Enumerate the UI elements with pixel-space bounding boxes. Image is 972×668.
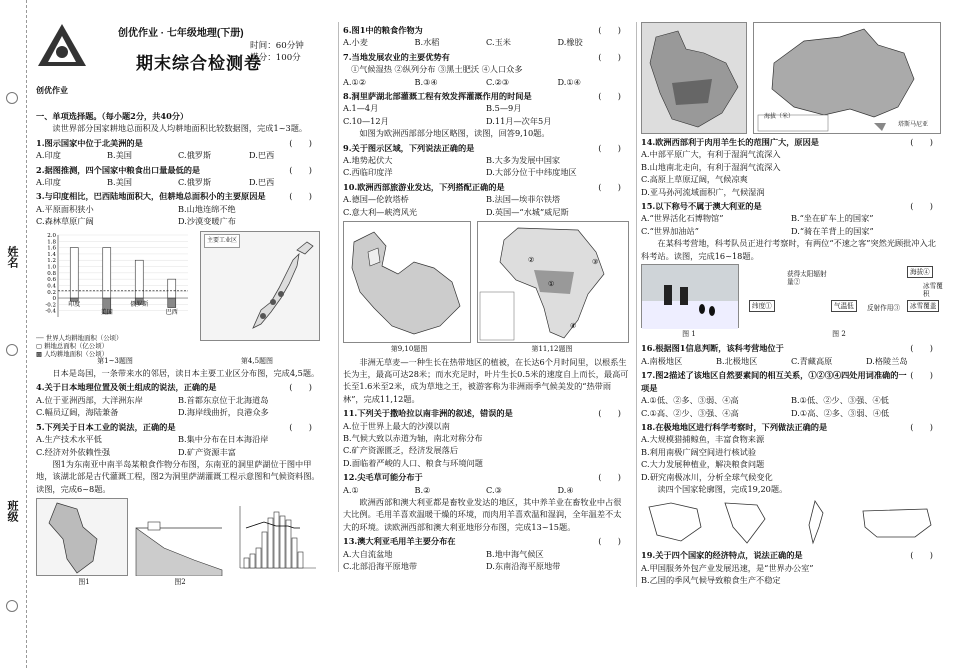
option[interactable]: C.大力发展种植业，解决粮食问题: [641, 459, 765, 470]
option[interactable]: D.④: [557, 484, 574, 495]
bar-chart: [36, 231, 194, 331]
option[interactable]: D.东南沿海平原地带: [486, 561, 561, 571]
country-outline-yi: [713, 497, 779, 547]
option[interactable]: B.①低、②少、③强、④低: [791, 395, 889, 406]
option[interactable]: C.矿产资源匮乏，经济发展落后: [343, 445, 459, 456]
caption: 图2: [174, 578, 186, 587]
option[interactable]: B.利用南极广阔空间进行核试验: [641, 446, 757, 457]
figure-row-2: [36, 498, 320, 576]
option[interactable]: B.美国: [107, 177, 132, 188]
question-7-sub: ①气候湿热 ②纵列分布 ③黑土肥沃 ④人口众多: [351, 64, 523, 75]
option[interactable]: D.11月—次年5月: [486, 115, 552, 126]
europe-map: [343, 221, 471, 343]
legend-item: ▩ 人均耕地面积（公顷）: [36, 350, 108, 359]
option[interactable]: A.大自流盆地: [343, 548, 393, 559]
option[interactable]: B.乙国的季风气候导致粮食生产不稳定: [641, 575, 781, 586]
country-outline-jia: [641, 497, 707, 547]
cycle-node: 气温低: [831, 300, 857, 312]
intro-11-12: 非洲无草麦—一种生长在热带地区的植被，在长达6个月时间里，以根系生长为主，最高可达28米；而水充足时，叶片生长0.5米的速度自上而长，最高可长至1.6米至2米，成为草地之王，被游客称为非洲雨季气候美发的“热带雨林”，完成11,12题。: [343, 356, 629, 404]
australia-map: [753, 22, 941, 134]
y-tick-label: 1.8: [47, 238, 56, 245]
option[interactable]: B.5—9月: [486, 103, 522, 114]
y-tick-label: 1.4: [47, 251, 56, 258]
x-tick-label: 印度: [68, 300, 81, 308]
option[interactable]: D.沙漠变暖广布: [178, 216, 236, 227]
question-stem: 11.下列关于撒哈拉以南非洲的叙述，错误的是: [343, 408, 513, 419]
caption: 第9,10题图: [390, 345, 428, 354]
options-14: [641, 148, 941, 198]
option[interactable]: A.生产技术水平低: [36, 434, 102, 445]
question-stem: 6.图1中的粮食作物为: [343, 25, 423, 35]
option[interactable]: A.平原面积狭小: [36, 203, 94, 214]
option[interactable]: B.地中海气候区: [486, 548, 544, 559]
option[interactable]: D.①高、②多、③弱、④低: [791, 407, 890, 418]
option[interactable]: B.②: [414, 484, 431, 495]
option[interactable]: C.②③: [486, 76, 510, 87]
option[interactable]: C.③: [486, 484, 502, 495]
class-label: 班级: [6, 500, 19, 522]
option[interactable]: A.甲国服务外包产业发展迅速，是“世界办公室”: [641, 562, 814, 573]
y-tick-label: 1.0: [47, 264, 56, 271]
option[interactable]: D.面临着严峻的人口、粮食与环境问题: [343, 457, 483, 468]
option[interactable]: A.德国—伦敦塔桥: [343, 194, 409, 205]
option[interactable]: B.山地南北走向，有利于湿润气流深入: [641, 161, 781, 172]
svg-text:③: ③: [592, 258, 599, 267]
intro-6-8: 图1为东南亚中南半岛某粮食作物分布图，东南亚的洞里萨湖位于图中甲地，该湖北部是古代灌溉工程，图2为洞里萨湖灌溉工程示意图和气候资料图。读图，完成6~8题。: [36, 458, 320, 494]
figure-row-1: [36, 231, 320, 359]
question-stem: 3.与印度相比，巴西陆地面积大，但耕地总面积小的主要原因是: [36, 191, 266, 202]
option[interactable]: B.③④: [414, 76, 438, 87]
section-heading: 一、单项选择题。（每小题2分，共40分）: [36, 111, 189, 121]
options-12: [343, 484, 629, 496]
logo-icon: [36, 22, 88, 82]
africa-map: [477, 221, 629, 343]
column-1: [36, 22, 320, 589]
option[interactable]: A.中部平原广大，有利于湿润气流深入: [641, 149, 781, 160]
intro-16-18: 在某科考营地，科考队员正进行考察时，有两位“不速之客”突然光顾批冲入北科考站。读图，完成16~18题。: [641, 238, 936, 261]
y-tick-label: 0.6: [47, 276, 56, 283]
intro-13-15: 欧洲西部和澳大利亚都是畜牧业发达的地区，其中养羊业在畜牧业中占很大比例。毛用羊喜欢温暖干燥的环境，而肉用羊喜欢温和湿润，全年温差不太大的环境。读欧洲西部和澳大利亚地形分布图，完成13~15题。: [343, 496, 622, 532]
options-3: [36, 203, 320, 228]
question-stem: 5.下列关于日本工业的说法，正确的是: [36, 421, 176, 432]
question-9: 9.关于图示区域，下列说法正确的是 ( ): [343, 142, 621, 153]
y-tick-label: 0.2: [47, 289, 56, 296]
question-stem: 17.图2描述了该地区自然要素间的相互关系，①②③④四处用词准确的一项是: [641, 370, 907, 393]
option[interactable]: A.小麦: [343, 37, 368, 48]
option[interactable]: D.研究南极冰川，分析全球气候变化: [641, 471, 773, 482]
question-1: 1.图示国家中位于北美洲的是 ( ): [36, 137, 312, 148]
option[interactable]: C.俄罗斯: [178, 150, 212, 161]
option[interactable]: D.亚马孙河流域面积广，气候湿润: [641, 186, 765, 197]
options-7: [343, 76, 629, 88]
legend-item: ┈┈ 世界人均耕地面积（公顷）: [36, 334, 123, 343]
y-tick-label: 0.8: [47, 270, 56, 277]
intro-4-5: 日本是岛国，一条带来水的邻居，读日本主要工业区分布图，完成4,5题。: [52, 368, 320, 379]
option[interactable]: B.法国—埃菲尔铁塔: [486, 194, 561, 205]
cycle-diagram: [747, 264, 941, 328]
svg-text:②: ②: [528, 256, 535, 265]
option[interactable]: D.矿产资源丰富: [178, 446, 236, 457]
figure-row-5: [641, 264, 941, 328]
indochina-map: [36, 498, 128, 576]
option[interactable]: C.经济对外依赖性强: [36, 446, 111, 457]
y-tick-label: 1.6: [47, 245, 56, 252]
option[interactable]: B.大多为发展中国家: [486, 155, 561, 166]
y-tick-label: 2.0: [47, 232, 56, 239]
y-tick-label: 0.4: [47, 283, 56, 290]
option[interactable]: C.北部沿海平原地带: [343, 561, 418, 571]
question-14: 14.欧洲西部利于肉用羊生长的范围广大，原因是 ( ): [641, 137, 933, 147]
options-18: [641, 433, 941, 483]
map-legend: 海拔（米）: [764, 112, 795, 120]
name-label: 姓名: [6, 246, 19, 268]
chart-legend: [36, 334, 194, 358]
cycle-node: 纬度①: [749, 300, 775, 312]
question-11: 11.下列关于撒哈拉以南非洲的叙述，错误的是 ( ): [343, 408, 621, 419]
caption: 图1: [78, 578, 90, 587]
bar-chart-figure: [36, 231, 194, 359]
question-stem: 4.关于日本地理位置及领土组成的说法，正确的是: [36, 382, 217, 393]
question-10: 10.欧洲西部旅游业发达，下列搭配正确的是 ( ): [343, 181, 621, 192]
option[interactable]: D.橡胶: [557, 37, 583, 48]
option[interactable]: C.幅员辽阔，海陆兼备: [36, 407, 119, 418]
column-2: [338, 22, 629, 572]
option[interactable]: B.首都东京位于北海道岛: [178, 394, 269, 405]
place-label: 塔斯马尼亚: [897, 120, 928, 128]
options-15: [641, 212, 941, 237]
bar-per-capita: [168, 298, 176, 307]
option[interactable]: B.山地连绵不绝: [178, 203, 236, 214]
option[interactable]: D.①④: [557, 76, 582, 87]
penguin-photo: [641, 264, 739, 328]
option[interactable]: C.玉米: [486, 37, 511, 48]
option[interactable]: C.俄罗斯: [178, 177, 212, 188]
question-12: 12.尖毛草可能分布于 ( ): [343, 472, 621, 483]
question-stem: 14.欧洲西部利于肉用羊生长的范围广大，原因是: [641, 137, 819, 147]
country-outline-bing: [785, 497, 851, 547]
question-stem: 15.以下称号不属于澳大利亚的是: [641, 201, 762, 212]
japan-map: [200, 231, 320, 341]
cycle-node: 海拔④: [907, 266, 933, 278]
option[interactable]: B.气候大致以赤道为轴，南北对称分布: [343, 432, 483, 443]
question-stem: 10.欧洲西部旅游业发达，下列搭配正确的是: [343, 181, 505, 192]
option[interactable]: C.10—12月: [343, 115, 389, 126]
caption: 图 1: [682, 330, 696, 339]
option[interactable]: A.地势起伏大: [343, 155, 393, 166]
figure-captions-2: [36, 576, 320, 588]
options-13: [343, 548, 629, 573]
irrigation-diagram: [134, 498, 224, 576]
question-stem: 12.尖毛草可能分布于: [343, 472, 423, 483]
question-stem: 8.洞里萨湖北部灌溉工程有效发挥灌溉作用的时间是: [343, 91, 532, 102]
question-5: 5.下列关于日本工业的说法，正确的是 ( ): [36, 421, 312, 432]
option[interactable]: A.印度: [36, 150, 61, 161]
option[interactable]: A.①②: [343, 76, 367, 87]
question-3: 3.与印度相比，巴西陆地面积大，但耕地总面积小的主要原因是 ( ): [36, 191, 312, 202]
question-stem: 2.据图推测，四个国家中粮食出口量最低的是: [36, 164, 201, 175]
options-9: [343, 154, 629, 179]
option[interactable]: C.西临印度洋: [343, 167, 393, 178]
caption: 图 2: [832, 330, 846, 339]
question-18: 18.在极地地区进行科学考察时，下列做法正确的是 ( ): [641, 421, 933, 432]
caption: 第4,5题图: [240, 356, 274, 365]
intro-1-3: 读世界部分国家耕地总面积及人均耕地面积比较数据图，完成1~3题。: [52, 123, 308, 134]
legend-item: ▢ 耕地总面积（亿公顷）: [36, 342, 108, 351]
options-19: [641, 562, 941, 587]
option[interactable]: C.森林草原广阔: [36, 216, 94, 227]
x-tick-label: 巴西: [165, 308, 178, 316]
option[interactable]: A.“世界活化石博物馆”: [641, 213, 724, 224]
question-7: 7.当地发展农业的主要优势有 ( ): [343, 51, 621, 62]
question-15: 15.以下称号不属于澳大利亚的是 ( ): [641, 201, 933, 212]
figure-captions-5: [641, 328, 941, 340]
option[interactable]: A.①低、②多、③弱、④高: [641, 395, 739, 406]
option[interactable]: D.大部分位于中纬度地区: [486, 167, 577, 178]
cycle-node: 冰雪覆积: [923, 282, 943, 299]
question-stem: 18.在极地地区进行科学考察时，下列做法正确的是: [641, 421, 828, 432]
options-6: [343, 36, 629, 48]
options-2: [36, 176, 320, 188]
caption: 第1~3题图: [97, 356, 133, 365]
intro-9-10: 如图为欧洲西部部分地区略图，读图，回答9,10题。: [359, 128, 550, 139]
options-8: [343, 102, 629, 127]
options-16: [641, 355, 941, 367]
question-13: 13.澳大利亚毛用羊主要分布在 ( ): [343, 536, 621, 547]
bar-total-area: [135, 260, 143, 298]
intro-19-20: 读四个国家轮廓图，完成19,20题。: [657, 483, 788, 494]
y-tick-label: 1.2: [47, 257, 56, 264]
exam-time: 时间：60分钟: [250, 41, 304, 51]
figure-captions-3: [343, 343, 629, 355]
bar-total-area: [168, 279, 176, 298]
x-tick-label: 俄罗斯: [130, 300, 149, 308]
map-legend: 主要工业区: [204, 234, 240, 248]
question-stem: 1.图示国家中位于北美洲的是: [36, 137, 143, 148]
options-17: [641, 394, 941, 419]
option[interactable]: A.南极地区: [641, 355, 683, 366]
question-stem: 7.当地发展农业的主要优势有: [343, 51, 450, 62]
climate-chart: [230, 498, 320, 576]
svg-text:④: ④: [570, 322, 577, 331]
option[interactable]: A.位于亚洲西部，大洋洲东岸: [36, 394, 143, 405]
option[interactable]: C.意大利—峡湾风光: [343, 206, 418, 217]
option[interactable]: B.水稻: [414, 37, 440, 48]
options-5: [36, 433, 320, 458]
question-19: 19.关于四个国家的经济特点，说法正确的是 ( ): [641, 550, 933, 561]
option[interactable]: A.印度: [36, 177, 61, 188]
option[interactable]: D.巴西: [249, 150, 275, 161]
option[interactable]: D.巴西: [249, 177, 275, 188]
cycle-node: 反射作用③: [867, 304, 900, 313]
y-tick-label: -0.2: [45, 302, 56, 309]
europe-terrain-map: [641, 22, 747, 134]
cycle-node: 冰雪覆盖: [907, 300, 939, 312]
option[interactable]: D.格陵兰岛: [866, 355, 908, 366]
question-stem: 9.关于图示区域，下列说法正确的是: [343, 142, 475, 153]
option[interactable]: C.①高、②少、③强、④高: [641, 407, 739, 418]
cycle-node: 获得太阳辐射量②: [787, 270, 827, 287]
options-11: [343, 420, 629, 470]
country-outline-ding: [857, 497, 937, 547]
figure-row-4: [641, 22, 941, 134]
option[interactable]: A.①: [343, 484, 359, 495]
options-10: [343, 193, 629, 218]
option[interactable]: C.青藏高原: [791, 355, 833, 366]
binding-strip: [0, 0, 27, 668]
options-1: [36, 149, 320, 161]
y-tick-label: 0: [52, 295, 56, 302]
y-tick-label: -0.4: [45, 308, 56, 315]
question-16: 16.根据图1信息判断，该科考营地位于 ( ): [641, 343, 933, 354]
x-tick-label: 美国: [100, 308, 113, 316]
exam-score: 满分：100分: [250, 53, 301, 63]
bar-total-area: [70, 247, 78, 297]
question-17: 17.图2描述了该地区自然要素间的相互关系，①②③④四处用词准确的一项是 ( ): [641, 370, 933, 393]
question-stem: 13.澳大利亚毛用羊主要分布在: [343, 536, 456, 547]
logo-text: 创优作业: [36, 85, 68, 95]
option[interactable]: D.英国—“水城”威尼斯: [486, 206, 569, 217]
option[interactable]: D.“骑在羊背上的国家”: [791, 225, 874, 236]
series-name: 创优作业 · 七年级地理(下册): [118, 28, 244, 39]
question-stem: 19.关于四个国家的经济特点，说法正确的是: [641, 550, 803, 561]
bar-total-area: [103, 247, 111, 297]
options-4: [36, 394, 320, 419]
option[interactable]: A.1—4月: [343, 103, 379, 114]
option[interactable]: C.“世界加油站”: [641, 225, 699, 236]
option[interactable]: D.海岸线曲折，良港众多: [178, 407, 269, 418]
question-6: 6.图1中的粮食作物为 ( ): [343, 25, 621, 35]
japan-map-figure: [200, 231, 320, 355]
option[interactable]: A.大规模猎捕鲸鱼，丰富食物来源: [641, 434, 765, 445]
caption: 第11,12题图: [531, 345, 573, 354]
svg-text:①: ①: [548, 280, 555, 289]
option[interactable]: B.“坐在矿车上的国家”: [791, 213, 874, 224]
column-3: [636, 22, 941, 587]
question-stem: 16.根据图1信息判断，该科考营地位于: [641, 343, 784, 354]
question-2: 2.据图推测，四个国家中粮食出口量最低的是 ( ): [36, 164, 312, 175]
punch-hole: [6, 92, 18, 104]
figure-row-3: [343, 221, 629, 343]
option[interactable]: C.高原上草原辽阔，气候凉爽: [641, 174, 748, 185]
option[interactable]: B.北极地区: [716, 355, 758, 366]
option[interactable]: B.集中分布在日本海沿岸: [178, 434, 269, 445]
question-8: 8.洞里萨湖北部灌溉工程有效发挥灌溉作用的时间是 ( ): [343, 91, 621, 102]
punch-hole: [6, 344, 18, 356]
page-title: 期末综合检测卷: [136, 54, 262, 74]
question-4: 4.关于日本地理位置及领土组成的说法，正确的是 ( ): [36, 382, 312, 393]
option[interactable]: A.位于世界上最大的沙漠以南: [343, 420, 450, 431]
exam-header: [36, 22, 320, 108]
country-outlines: [641, 497, 941, 547]
option[interactable]: B.美国: [107, 150, 132, 161]
punch-hole: [6, 600, 18, 612]
